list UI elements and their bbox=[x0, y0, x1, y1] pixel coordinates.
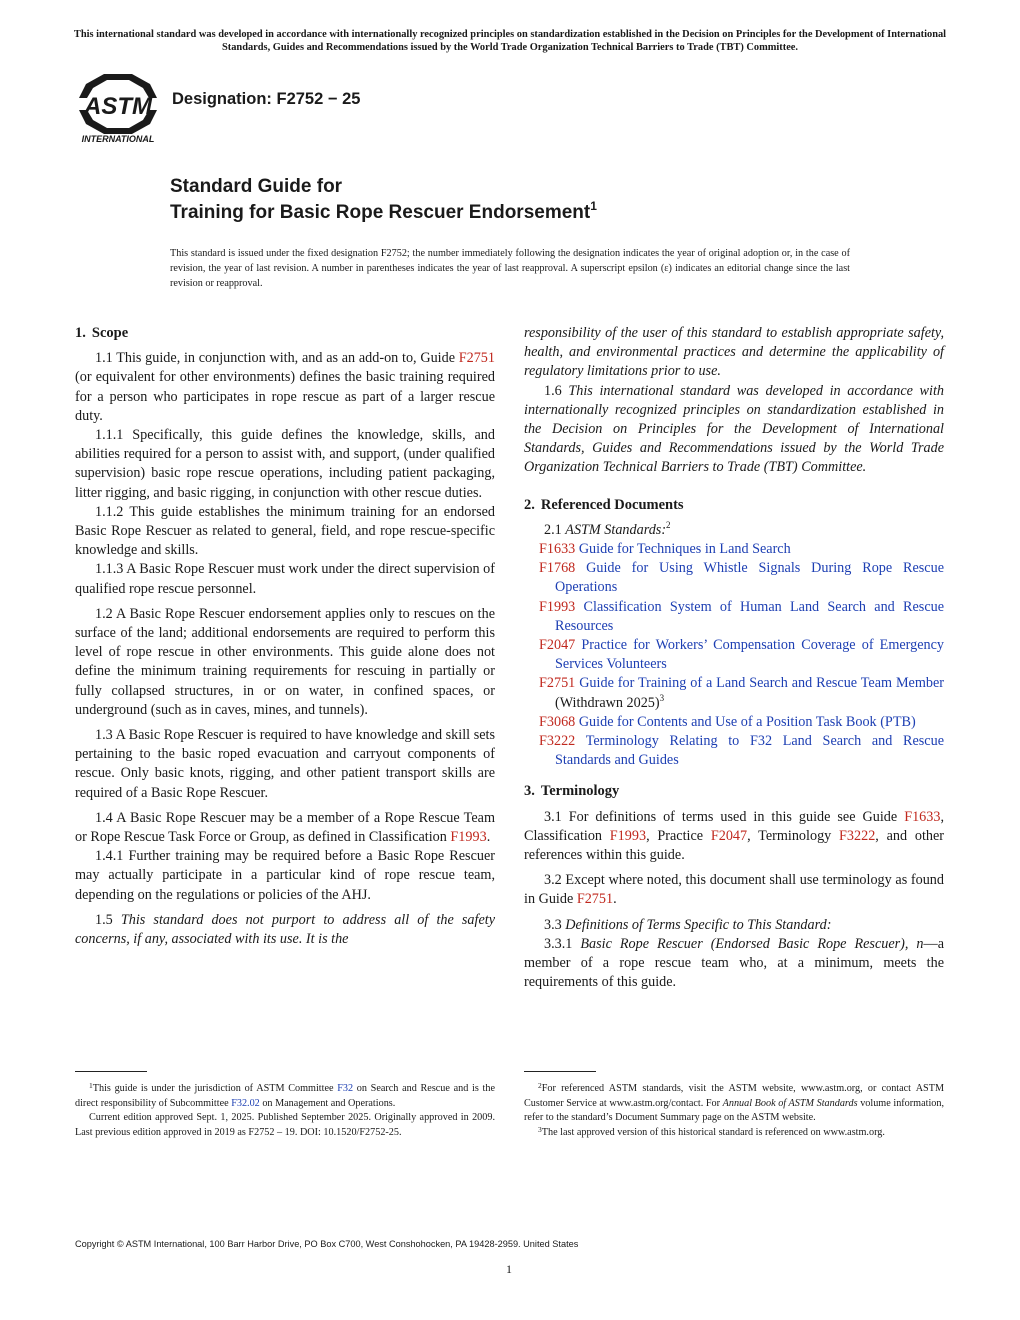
footnote-marker: 1 bbox=[89, 1081, 93, 1090]
footnote-marker: 3 bbox=[538, 1125, 542, 1135]
ref-code[interactable]: F2751 bbox=[539, 675, 576, 692]
logo-caption: INTERNATIONAL bbox=[81, 134, 155, 144]
paragraph-1-1-3: 1.1.3 A Basic Rope Rescuer must work under the direct supervision of qualified rope rescue personnel. bbox=[75, 561, 495, 597]
text: Annual Book of ASTM Standards bbox=[722, 1097, 858, 1109]
ref-title[interactable]: Guide for Techniques in Land Search bbox=[578, 541, 791, 558]
footnote-divider bbox=[75, 1071, 147, 1072]
text: on Search and Rescue and is the direct responsibility of Subcommittee bbox=[75, 1083, 495, 1109]
ref-title[interactable]: Guide for Contents and Use of a Position Task Book (PTB) bbox=[578, 713, 916, 730]
ref-link-f1993[interactable]: F1993 bbox=[450, 829, 487, 846]
text: 3.1 For definitions of terms used in this guide see Guide bbox=[544, 808, 905, 825]
ref-title[interactable]: Practice for Workers’ Compensation Coverage of Emergency Services Volunteers bbox=[555, 637, 945, 673]
paragraph-1-1-1: 1.1.1 Specifically, this guide defines the knowledge, skills, and abilities required for a person to assist with, and support, (under qualified supervision) basic rope rescue operations, including patient packaging, litter rigging, and basic rigging, in conjunction with other rescue duties. bbox=[75, 427, 495, 501]
footnote-1 bbox=[75, 1082, 495, 1111]
committee-link[interactable]: F32 bbox=[337, 1083, 354, 1094]
footnote-3 bbox=[524, 1126, 944, 1141]
text: 1.5 bbox=[95, 911, 121, 928]
text: 1.6 bbox=[544, 382, 569, 399]
footnote-ref: 2 bbox=[666, 519, 671, 530]
text: (or equivalent for other environments) defines the basic training required for a person who participates in rope rescue as part of a larger rescue duty. bbox=[75, 369, 495, 424]
text: , Terminology bbox=[747, 827, 840, 844]
list-item[interactable] bbox=[524, 636, 944, 674]
logo-letters: ASTM bbox=[84, 93, 152, 120]
ref-note: (Withdrawn 2025) bbox=[555, 694, 660, 711]
paragraph-3-2 bbox=[524, 871, 944, 909]
paragraph-1-2: 1.2 A Basic Rope Rescuer endorsement applies only to rescues on the surface of the land; additional endorsements are required to perform this level of rope rescue in other environments. This guide alone does not define the minimum training requirements for rescuing in partially or fully collapsed structures, in or on water, in confined spaces, or underground (such as in caves, mines, and tunnels). bbox=[75, 605, 495, 718]
ref-link-f1993[interactable]: F1993 bbox=[609, 827, 647, 844]
section-heading-referenced-documents bbox=[524, 496, 944, 515]
ref-code[interactable]: F1768 bbox=[539, 560, 576, 577]
text: For referenced ASTM standards, visit the ASTM website, www.astm.org, or contact ASTM Customer Service at www.astm.org/contact. For bbox=[524, 1083, 944, 1109]
top-notice: This international standard was developed in accordance with internationally recognized principles on standardization established in the Decision on Principles for the Development of International Standards, Guides and Recommendations issued by the World Trade Organization Technical Barriers to Trade (TBT) Committee. bbox=[73, 29, 947, 53]
section-heading-terminology bbox=[524, 782, 944, 801]
ref-code[interactable]: F1993 bbox=[539, 598, 576, 615]
text: The last approved version of this historical standard is referenced on www.astm.org. bbox=[541, 1127, 885, 1139]
title-line-1: Standard Guide for bbox=[170, 176, 343, 197]
text: . bbox=[613, 891, 617, 908]
ref-link-f1633[interactable]: F1633 bbox=[904, 808, 941, 825]
text: , and other references within this guide. bbox=[524, 827, 945, 864]
paragraph-3-1 bbox=[524, 808, 944, 866]
title-main: Training for Basic Rope Rescuer Endorsement bbox=[170, 202, 591, 223]
text: 3.3.1 bbox=[544, 935, 581, 952]
list-item[interactable] bbox=[524, 598, 944, 636]
title-line-2 bbox=[170, 200, 597, 226]
text: 1.1 This guide, in conjunction with, and as an add-on to, Guide bbox=[95, 350, 459, 367]
section-number: 3. bbox=[524, 783, 535, 800]
paragraph-3-3-1 bbox=[524, 935, 944, 993]
footnote-2 bbox=[524, 1082, 944, 1126]
text: 1.4 A Basic Rope Rescuer may be a member of a Rope Rescue Team or Rope Rescue Task Force or Group, as defined in Classification bbox=[75, 809, 495, 846]
ref-title[interactable]: Classification System of Human Land Search and Rescue Resources bbox=[555, 598, 945, 634]
paragraph-1-4-1: 1.4.1 Further training may be required before a Basic Rope Rescuer may actually participate in a particular kind of rope rescue team, depending on the regulations or policies of the AHJ. bbox=[75, 848, 495, 903]
section-number: 1. bbox=[75, 325, 86, 341]
ref-code[interactable]: F2047 bbox=[539, 637, 576, 654]
ref-title[interactable]: Terminology Relating to F32 Land Search and Rescue Standards and Guides bbox=[555, 733, 944, 769]
text: 2.1 bbox=[544, 521, 566, 538]
footnote-ref: 3 bbox=[659, 692, 665, 703]
text: 3.3 bbox=[544, 916, 566, 933]
title-footnote-ref: 1 bbox=[590, 199, 597, 213]
list-item[interactable] bbox=[524, 732, 944, 770]
ref-title[interactable]: Guide for Training of a Land Search and Rescue Team Member bbox=[579, 675, 945, 692]
astm-logo-icon bbox=[74, 70, 162, 144]
paragraph-1-5 bbox=[75, 911, 495, 949]
page-number: 1 bbox=[506, 1262, 512, 1276]
ref-title[interactable]: Guide for Using Whistle Signals During Rope Rescue Operations bbox=[555, 560, 944, 596]
text: 3.2 Except where noted, this document shall use terminology as found in Guide bbox=[524, 872, 944, 908]
list-item[interactable] bbox=[524, 713, 944, 732]
left-column bbox=[75, 324, 495, 955]
list-item[interactable] bbox=[524, 559, 944, 597]
ref-link-f2751[interactable]: F2751 bbox=[576, 891, 614, 908]
text: , Practice bbox=[646, 827, 711, 844]
paragraph-1-6 bbox=[524, 382, 944, 478]
footnote-divider bbox=[524, 1071, 596, 1072]
ref-link-f2751[interactable]: F2751 bbox=[458, 350, 495, 367]
text: ASTM Standards: bbox=[565, 521, 667, 538]
text: This standard does not purport to address all of the safety concerns, if any, associated with its use. It is the bbox=[75, 911, 495, 948]
text: . bbox=[486, 829, 491, 846]
list-item[interactable] bbox=[524, 540, 944, 559]
document-title bbox=[170, 174, 597, 226]
text: Definitions of Terms Specific to This Standard: bbox=[565, 916, 832, 933]
text: volume information, refer to the standard’s Document Summary page on the ASTM website. bbox=[524, 1097, 945, 1124]
section-number: 2. bbox=[524, 496, 535, 513]
footnote-1-edition: Current edition approved Sept. 1, 2025. Published September 2025. Originally approved in 2009. Last previous edition approved in 2019 as F2752 – 19. DOI: 10.1520/F2752-25. bbox=[75, 1112, 495, 1139]
copyright-notice: Copyright © ASTM International, 100 Barr Harbor Drive, PO Box C700, West Conshohocken, PA 19428-2959. United States bbox=[75, 1239, 579, 1249]
right-column bbox=[524, 324, 944, 993]
issued-note: This standard is issued under the fixed designation F2752; the number immediately following the designation indicates the year of original adoption or, in the case of revision, the year of last revision. A number in parentheses indicates the year of last reapproval. A superscript epsilon (ε) indicates an editorial change since the last revision or reapproval. bbox=[170, 248, 850, 289]
section-title: Referenced Documents bbox=[540, 496, 684, 513]
subcommittee-link[interactable]: F32.02 bbox=[231, 1097, 260, 1109]
section-heading-scope bbox=[75, 324, 495, 343]
text: This international standard was developed in accordance with internationally recognized principles on standardization established in the Decision on Principles for the Development of International Standards, Guides and Recommendations issued by the World Trade Organization Technical Barriers to Trade (TBT) Committee. bbox=[524, 382, 944, 476]
definition: —a member of a rope rescue team who, at a minimum, meets the requirements of this guide. bbox=[524, 935, 945, 991]
paragraph-1-5-continued: responsibility of the user of this standard to establish appropriate safety, health, and environmental practices and determine the applicability of regulatory limitations prior to use. bbox=[524, 325, 944, 380]
section-title: Terminology bbox=[540, 783, 620, 800]
text: , Classification bbox=[524, 808, 944, 844]
section-title: Scope bbox=[91, 325, 129, 341]
paragraph-2-1 bbox=[524, 521, 944, 540]
ref-link-f2047[interactable]: F2047 bbox=[710, 827, 748, 844]
defined-term: Basic Rope Rescuer (Endorsed Basic Rope Rescuer), n bbox=[580, 935, 924, 952]
text: This guide is under the jurisdiction of ASTM Committee bbox=[92, 1083, 338, 1094]
paragraph-1-1-2: 1.1.2 This guide establishes the minimum training for an endorsed Basic Rope Rescuer as related to general, field, and rope rescue-specific knowledge and skills. bbox=[75, 503, 495, 559]
paragraph-1-3: 1.3 A Basic Rope Rescuer is required to have knowledge and skill sets pertaining to the basic roped evacuation and carryout components of rescue. Only basic knots, rigging, and other patient transport skills are required of a Basic Rope Rescuer. bbox=[75, 727, 495, 801]
designation: Designation: F2752 − 25 bbox=[172, 90, 361, 108]
paragraph-1-4 bbox=[75, 809, 495, 847]
list-item[interactable] bbox=[524, 674, 944, 712]
footnotes-right bbox=[524, 1082, 944, 1141]
referenced-documents-list bbox=[524, 540, 944, 770]
ref-code[interactable]: F1633 bbox=[539, 541, 576, 558]
footnotes-left bbox=[75, 1082, 495, 1141]
ref-code[interactable]: F3068 bbox=[539, 713, 576, 730]
ref-code[interactable]: F3222 bbox=[539, 733, 576, 750]
footnote-marker: 2 bbox=[538, 1081, 542, 1090]
paragraph-3-3 bbox=[524, 916, 944, 935]
paragraph-1-1 bbox=[75, 349, 495, 426]
text: on Management and Operations. bbox=[259, 1097, 396, 1109]
ref-link-f3222[interactable]: F3222 bbox=[839, 827, 876, 844]
